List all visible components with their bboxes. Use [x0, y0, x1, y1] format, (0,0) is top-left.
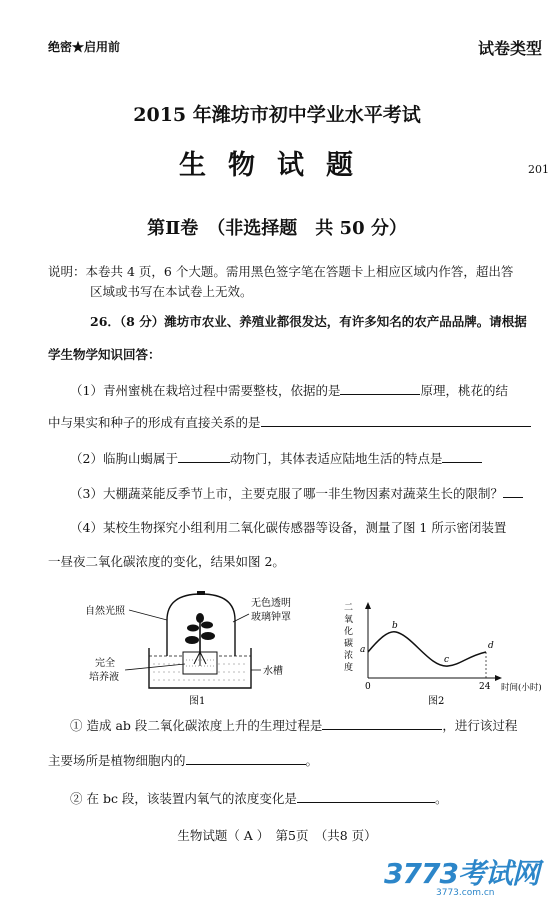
question-26-heading-cont: 学生物学知识回答： [48, 347, 161, 362]
q2-answer-blank-2 [442, 448, 482, 463]
page-footer: 生物试题（ A ） 第5页 （共8 页） [177, 828, 377, 843]
question-26-4-sub-1-cont [48, 750, 318, 769]
q3-text: （3）大棚蔬菜能反季节上市，主要克服了哪一非生物因素对蔬菜生长的限制？ [70, 486, 503, 501]
instructions-line-1: 说明：本卷共 4 页，6 个大题。需用黑色签字笔在答题卡上相应区域内作答，超出答 [48, 264, 514, 279]
y-label-char-6: 度 [344, 663, 354, 673]
q1-answer-blank-2 [261, 412, 531, 427]
y-axis-arrow [365, 602, 371, 609]
x-tick-24: 24 [479, 682, 491, 692]
section-title: 第Ⅱ卷 （非选择题 共 50 分） [147, 218, 407, 239]
point-a-label: a [360, 645, 366, 655]
q1-text-c: 中与果实和种子的形成有直接关系的是 [48, 415, 261, 430]
figure-2-chart [338, 600, 543, 710]
sub1-answer-blank-2 [186, 750, 306, 765]
subject-title: 生物试题 [179, 150, 375, 181]
point-b-label: b [392, 621, 398, 631]
figure-1-label-solution-1: 完全 [95, 658, 115, 669]
q2-text-a: （2）临朐山蝎属于 [70, 451, 178, 466]
sub1-text-c: 主要场所是植物细胞内的 [48, 753, 186, 768]
question-26-heading: 26．（8 分）潍坊市农业、养殖业都很发达，有许多知名的农产品品牌。请根据 [90, 314, 527, 329]
question-26-1-cont [48, 412, 531, 431]
watermark-url: 3773.com.cn [436, 888, 495, 898]
q1-text-a: （1）青州蜜桃在栽培过程中需要整枝，依据的是 [70, 383, 341, 398]
figure-1-label-tank: 水槽 [263, 666, 283, 677]
y-label-char-5: 浓 [344, 651, 354, 661]
x-axis-arrow [495, 675, 502, 681]
q2-text-b: 动物门，其体表适应陆地生活的特点是 [229, 451, 443, 466]
question-26-4-sub-1 [70, 715, 517, 734]
sub1-text-d: 。 [305, 753, 319, 768]
question-26-1 [70, 380, 508, 399]
light-pointer-line [129, 610, 167, 620]
instructions-line-2: 区域或书写在本试卷上无效。 [90, 284, 253, 299]
sub1-text-b: ，进行该过程 [442, 718, 518, 733]
exam-title: 2015 年潍坊市初中学业水平考试 [133, 104, 421, 126]
figure-2-caption: 图2 [428, 696, 445, 707]
figure-1-label-bell-2: 玻璃钟罩 [251, 612, 291, 623]
point-d-label: d [488, 641, 494, 651]
y-label-char-3: 化 [344, 627, 354, 637]
watermark [384, 852, 539, 898]
question-26-2 [70, 448, 482, 467]
q1-text-b: 原理，桃花的结 [420, 383, 508, 398]
figure-1-apparatus [75, 590, 315, 710]
x-axis-label: 时间(小时) [501, 683, 542, 693]
sub2-text-b: 。 [434, 791, 448, 806]
y-label-char-2: 氧 [344, 615, 354, 625]
question-26-4-sub-2 [70, 788, 447, 807]
sub2-answer-blank [297, 788, 435, 803]
figure-1-caption: 图1 [189, 696, 206, 707]
bell-jar-knob [197, 591, 205, 595]
point-c-label: c [444, 655, 450, 665]
paper-type-label: 试卷类型 [478, 39, 543, 58]
sub1-answer-blank-1 [322, 715, 442, 730]
figure-1-label-bell-1: 无色透明 [251, 598, 291, 609]
figure-1-label-solution-2: 培养液 [89, 672, 119, 683]
question-26-3 [70, 483, 523, 502]
watermark-logo: 3773考试网 [384, 857, 539, 890]
q1-answer-blank-1 [340, 380, 420, 395]
question-26-4-cont: 一昼夜二氧化碳浓度的变化，结果如图 2。 [48, 554, 285, 569]
q3-answer-blank [503, 483, 523, 498]
y-label-char-1: 二 [344, 603, 354, 613]
x-tick-0: 0 [365, 682, 371, 692]
y-label-char-4: 碳 [344, 639, 354, 649]
top-secret-label: 绝密★启用前 [48, 40, 121, 54]
co2-curve [368, 632, 486, 666]
sub1-text-a: ① 造成 ab 段二氧化碳浓度上升的生理过程是 [70, 718, 323, 733]
question-26-4: （4）某校生物探究小组利用二氧化碳传感器等设备，测量了图 1 所示密闭装置 [70, 520, 507, 535]
solution-pointer-line [125, 664, 185, 670]
date-fragment: 201 [528, 163, 549, 176]
sub2-text-a: ② 在 bc 段，该装置内氧气的浓度变化是 [70, 791, 297, 806]
figure-1-label-light: 自然光照 [85, 606, 125, 617]
q2-answer-blank-1 [178, 448, 230, 463]
y-axis-label [344, 603, 353, 673]
